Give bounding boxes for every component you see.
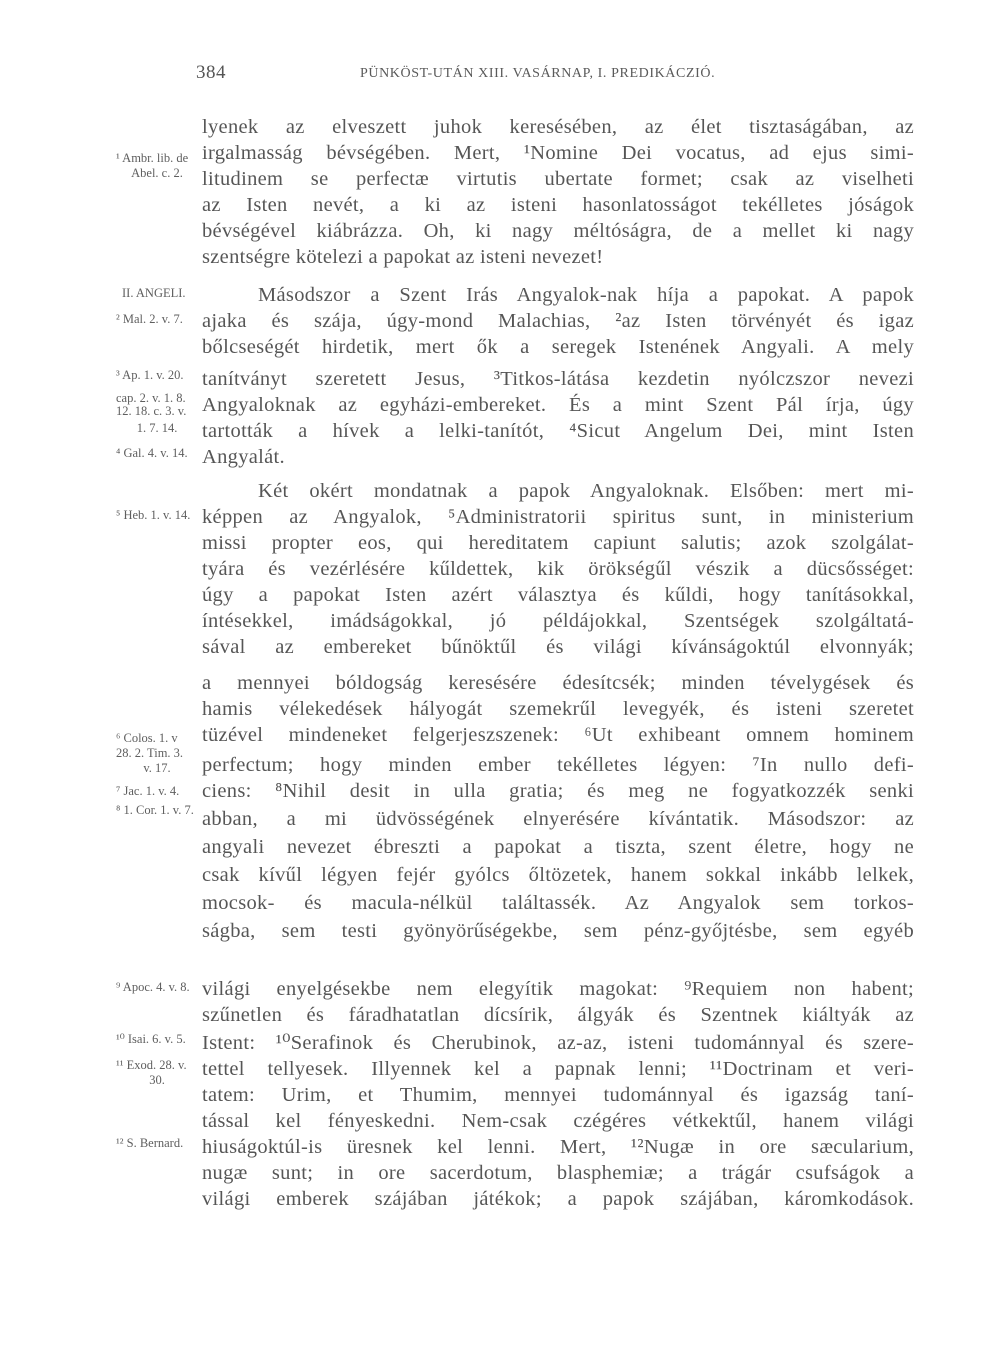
text-line: Angyaloknak az egyházi-embereket. És a mint Szent Pál írja, úgy: [202, 394, 914, 416]
text-line: ságba, sem testi gyönyörűségekbe, sem pénz-győjtésbe, sem egyéb: [202, 920, 914, 942]
text-line: nugæ sunt; in ore sacerdotum, blasphemiæ; a trágár csufságok a: [202, 1162, 914, 1184]
text-line: mocsok- és macula-nélkül találtassék. Az Angyalok sem torkos-: [202, 892, 914, 914]
margin-note: ² Mal. 2. v. 7.: [116, 312, 183, 326]
text-line: az Isten nevét, a ki az isteni hasonlatosságot tekélletes jóságok: [202, 194, 914, 216]
text-line: Angyalát.: [202, 446, 285, 468]
margin-note: cap. 2. v. 1. 8.: [116, 391, 186, 405]
text-line: perfectum; hogy minden ember tekélletes légyen: ⁷In nullo defi-: [202, 754, 914, 776]
margin-note: 12. 18. c. 3. v.: [116, 404, 187, 418]
text-line: a mennyei bóldogság keresésére édesítcsék; minden tévelygések és: [202, 672, 914, 694]
text-line: úgy a papokat Isten azért választya és kűldi, hogy tanításokkal,: [202, 584, 914, 606]
margin-note: 28. 2. Tim. 3.: [116, 746, 184, 760]
text-line: bévségével kiábrázza. Oh, ki nagy méltóságra, de a mellet ki nagy: [202, 220, 914, 242]
text-line: tyára és vezérlésére kűldettek, kik örökségűl vészik a dücsősséget:: [202, 558, 914, 580]
margin-note: 1. 7. 14.: [136, 421, 178, 435]
page-number: 384: [196, 62, 226, 83]
text-line: angyali nevezet ébreszti a papokat a tiszta, szent életre, hogy ne: [202, 836, 914, 858]
text-line: hiuságoktúl-is üresnek kel lenni. Mert, ¹²Nugæ in ore sæcularium,: [202, 1136, 914, 1158]
text-line: Két okért mondatnak a papok Angyaloknak. Elsőben: mert mi-: [258, 480, 914, 502]
margin-note: ¹ Ambr. lib. de: [116, 151, 189, 165]
text-line: szűnetlen és fáradhatatlan dícsírik, álgyák és Szentnek kiáltyák az: [202, 1004, 914, 1026]
text-line: világi enyelgésekbe nem elegyítik magokat: ⁹Requiem non habent;: [202, 978, 914, 1000]
text-line: hamis vélekedések hályogát szemekrűl levegyék, és isteni szeretet: [202, 698, 914, 720]
text-line: képpen az Angyalok, ⁵Administratorii spiritus sunt, in ministerium: [202, 506, 914, 528]
margin-note: ¹² S. Bernard.: [116, 1136, 184, 1150]
text-line: tettel tellyesek. Illyennek kel a papnak lenni; ¹¹Doctrinam et veri-: [202, 1058, 914, 1080]
text-line: tanítványt szeretett Jesus, ³Titkos-látása kezdetin nyólczszor nevezi: [202, 368, 914, 390]
text-line: csak kívűl légyen fejér gyólcs őltözetek, hanem sokkal inkább lelkek,: [202, 864, 914, 886]
text-line: tartották a hívek a lelki-tanítót, ⁴Sicut Angelum Dei, mint Isten: [202, 420, 914, 442]
margin-note: ⁷ Jac. 1. v. 4.: [116, 784, 180, 798]
text-line: tüzével mindeneket felgerjeszszenek: ⁶Ut exhibeant omnem hominem: [202, 724, 914, 746]
margin-note: Abel. c. 2.: [131, 166, 183, 180]
text-line: litudinem se perfectæ virtutis ubertate formet; csak az viselheti: [202, 168, 914, 190]
margin-note: v. 17.: [143, 761, 171, 775]
margin-note: 30.: [149, 1073, 165, 1087]
text-line: íntésekkel, imádságokkal, jó példájokkal, Szentségek szolgáltatá-: [202, 610, 914, 632]
margin-note: ⁹ Apoc. 4. v. 8.: [116, 980, 190, 994]
text-line: Másodszor a Szent Irás Angyalok-nak híja a papokat. A papok: [258, 284, 914, 306]
text-line: lyenek az elveszett juhok keresésében, az élet tisztaságában, az: [202, 116, 914, 138]
text-line: sával az embereket bűnöktűl és világi kívánságoktúl elvonnyák;: [202, 636, 914, 658]
text-line: abban, a mi üdvösségének elnyerésére kívántatik. Másodszor: az: [202, 808, 914, 830]
margin-note: ⁸ 1. Cor. 1. v. 7.: [116, 803, 194, 817]
margin-note: ¹⁰ Isai. 6. v. 5.: [116, 1032, 186, 1046]
text-line: ciens: ⁸Nihil desit in ulla gratia; és meg ne fogyatkozzék senki: [202, 780, 914, 802]
margin-note: II. ANGELI.: [122, 286, 186, 300]
text-line: irgalmasság bévségében. Mert, ¹Nomine Dei vocatus, ad ejus simi-: [202, 142, 914, 164]
margin-note: ⁶ Colos. 1. v: [116, 731, 178, 745]
margin-note: ³ Ap. 1. v. 20.: [116, 368, 184, 382]
page-header: [196, 62, 916, 90]
text-line: bőlcseségét hirdetik, mert ők a seregek Istenének Angyali. A mely: [202, 336, 914, 358]
margin-note: ⁵ Heb. 1. v. 14.: [116, 508, 191, 522]
text-line: szentségre kötelezi a papokat az isteni nevezet!: [202, 246, 604, 268]
text-line: missi propter eos, qui hereditatem capiunt salutis; azok szolgálat-: [202, 532, 914, 554]
margin-note: ⁴ Gal. 4. v. 14.: [116, 446, 188, 460]
text-line: tatem: Urim, et Thumim, mennyei tudománnyal és igazság taní-: [202, 1084, 914, 1106]
text-line: ajaka és szája, úgy-mond Malachias, ²az Isten törvényét és igaz: [202, 310, 914, 332]
margin-note: ¹¹ Exod. 28. v.: [116, 1058, 187, 1072]
text-line: tással kel fényeskedni. Nem-csak czégéres vétkektűl, hanem világi: [202, 1110, 914, 1132]
text-line: világi emberek szájában játékok; a papok szájában, káromkodások.: [202, 1188, 914, 1210]
running-head: PÜNKÖST-UTÁN XIII. VASÁRNAP, I. PREDIKÁCZIÓ.: [360, 66, 716, 81]
text-line: Istent: ¹⁰Serafinok és Cherubinok, az-az, isteni tudománnyal és szere-: [202, 1032, 914, 1054]
